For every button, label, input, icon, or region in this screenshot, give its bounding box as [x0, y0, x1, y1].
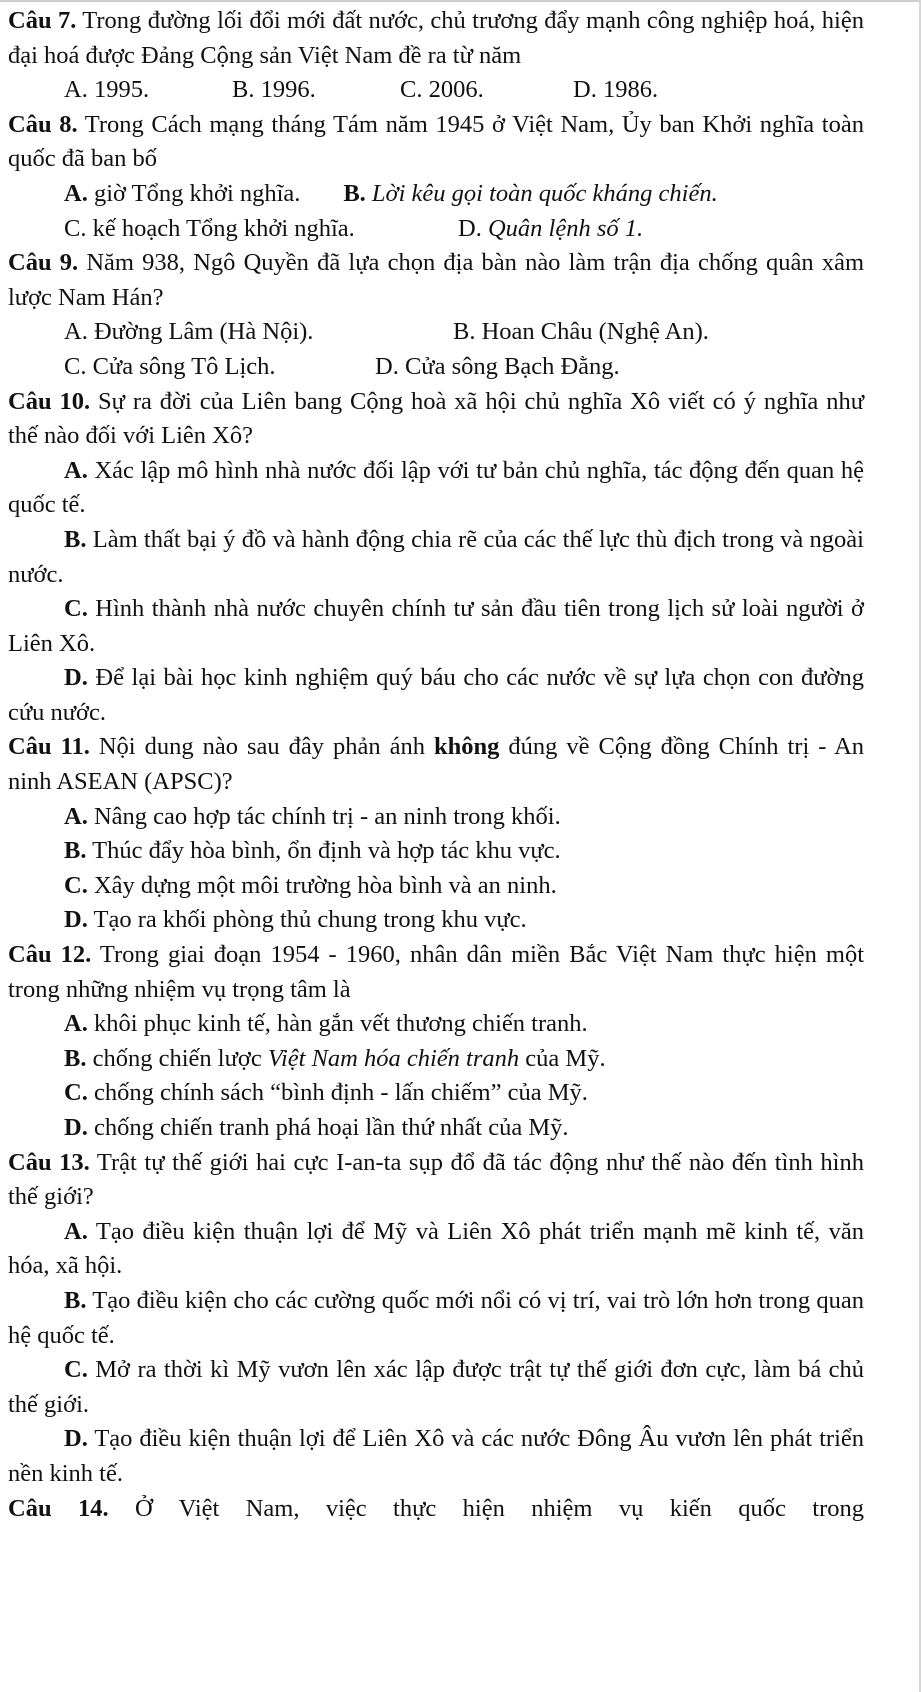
option-d: D. Cửa sông Bạch Đằng.: [375, 352, 620, 380]
option-a: A. 1995.: [64, 76, 150, 104]
option-b: B. Hoan Châu (Nghệ An).: [453, 318, 709, 346]
option-a: A. Nâng cao hợp tác chính trị - an ninh trong khối.: [64, 802, 561, 830]
option-d: D. Tạo điều kiện thuận lợi để Liên Xô và các nước Đông Âu vươn lên phát triển nền kinh tế.: [8, 1425, 864, 1487]
question-text: Trật tự thế giới hai cực I-an-ta sụp đổ đã tác động như thế nào đến tình hình thế giới?: [8, 1148, 864, 1211]
option-a: A. Xác lập mô hình nhà nước đối lập với tư bản chủ nghĩa, tác động đến quan hệ quốc tế.: [8, 456, 864, 519]
option-c: C. Cửa sông Tô Lịch.: [64, 352, 276, 380]
question-text: Sự ra đời của Liên bang Cộng hoà xã hội chủ nghĩa Xô viết có ý nghĩa như thế nào đối với Liên Xô?: [8, 387, 865, 450]
option-a: A. giờ Tổng khởi nghĩa.: [64, 179, 301, 207]
option-b: B. Lời kêu gọi toàn quốc kháng chiến.: [343, 179, 718, 207]
option-b: B. Thúc đẩy hòa bình, ổn định và hợp tác khu vực.: [64, 837, 561, 865]
question-label: Câu 7.: [8, 7, 77, 34]
question-stem: [8, 1492, 864, 1527]
question-14: [8, 1492, 864, 1527]
question-stem: [8, 1146, 864, 1215]
question-stem: [8, 4, 864, 73]
option-d: D. Quân lệnh số 1.: [458, 214, 644, 242]
question-list: [8, 4, 864, 1526]
options-row-ab: [8, 315, 864, 350]
options-row-ab: [8, 177, 864, 212]
question-text: Ở Việt Nam, việc thực hiện nhiệm vụ kiến quốc trong: [134, 1494, 865, 1522]
question-text: Trong Cách mạng tháng Tám năm 1945 ở Việt Nam, Ủy ban Khởi nghĩa toàn quốc đã ban bố: [8, 110, 864, 173]
option-c: C. Mở ra thời kì Mỹ vươn lên xác lập được trật tự thế giới đơn cực, làm bá chủ thế giới.: [8, 1356, 865, 1418]
option-a: A. khôi phục kinh tế, hàn gắn vết thương chiến tranh.: [64, 1010, 588, 1038]
option-a: A. Đường Lâm (Hà Nội).: [64, 318, 314, 346]
question-label: Câu 11.: [8, 733, 90, 761]
option-a: A. Tạo điều kiện thuận lợi để Mỹ và Liên Xô phát triển mạnh mẽ kinh tế, văn hóa, xã hội.: [8, 1217, 864, 1280]
question-stem: [8, 246, 864, 315]
options-row: [8, 73, 864, 108]
question-label: Câu 12.: [8, 941, 92, 969]
top-edge-line: [0, 0, 921, 2]
option-d: D. 1986.: [573, 76, 659, 104]
option-b: B. Làm thất bại ý đồ và hành động chia rẽ của các thế lực thù địch trong và ngoài nước.: [8, 525, 864, 588]
option-c: C. 2006.: [400, 76, 484, 104]
emphasis-not: không: [434, 733, 500, 761]
question-label: Câu 14.: [8, 1494, 109, 1522]
question-10: [8, 385, 864, 731]
question-stem: [8, 385, 864, 454]
option-d: D. Tạo ra khối phòng thủ chung trong khu vực.: [64, 906, 527, 934]
option-d: D. chống chiến tranh phá hoại lần thứ nhất của Mỹ.: [64, 1114, 569, 1141]
question-9: [8, 246, 864, 384]
question-13: [8, 1146, 864, 1492]
question-stem: [8, 108, 864, 177]
question-stem: Câu 11. Nội dung nào sau đây phản ánh không đúng về Cộng đồng Chính trị - An ninh ASEAN (APSC)?: [8, 733, 865, 796]
option-b: B. chống chiến lược Việt Nam hóa chiến tranh của Mỹ.: [64, 1044, 606, 1072]
option-b: B. 1996.: [232, 76, 316, 104]
option-c: C. chống chính sách “bình định - lấn chiếm” của Mỹ.: [64, 1079, 588, 1107]
option-c: C. kế hoạch Tổng khởi nghĩa.: [64, 214, 355, 242]
options-row-cd: [8, 212, 864, 247]
options-row-cd: [8, 350, 864, 385]
question-label: Câu 10.: [8, 387, 91, 415]
option-c: C. Xây dựng một môi trường hòa bình và an ninh.: [64, 871, 557, 899]
question-label: Câu 13.: [8, 1148, 90, 1176]
question-7: [8, 4, 864, 108]
option-b: B. Tạo điều kiện cho các cường quốc mới nổi có vị trí, vai trò lớn hơn trong quan hệ quốc tế.: [8, 1286, 865, 1349]
question-stem: [8, 938, 864, 1007]
question-text: Năm 938, Ngô Quyền đã lựa chọn địa bàn nào làm trận địa chống quân xâm lược Nam Hán?: [8, 249, 865, 311]
question-text: Trong giai đoạn 1954 - 1960, nhân dân miền Bắc Việt Nam thực hiện một trong những nhiệm vụ trọng tâm là: [8, 941, 864, 1003]
question-11: [8, 730, 864, 938]
option-c: C. Hình thành nhà nước chuyên chính tư sản đầu tiên trong lịch sử loài người ở Liên Xô.: [8, 595, 865, 657]
question-8: [8, 108, 864, 246]
question-text: Trong đường lối đổi mới đất nước, chủ trương đẩy mạnh công nghiệp hoá, hiện đại hoá được Đảng Cộng sản Việt Nam đề ra từ năm: [8, 7, 864, 69]
question-label: Câu 8.: [8, 110, 78, 138]
option-d: D. Để lại bài học kinh nghiệm quý báu cho các nước về sự lựa chọn con đường cứu nước.: [8, 664, 864, 726]
question-12: [8, 938, 864, 1146]
question-label: Câu 9.: [8, 249, 79, 277]
